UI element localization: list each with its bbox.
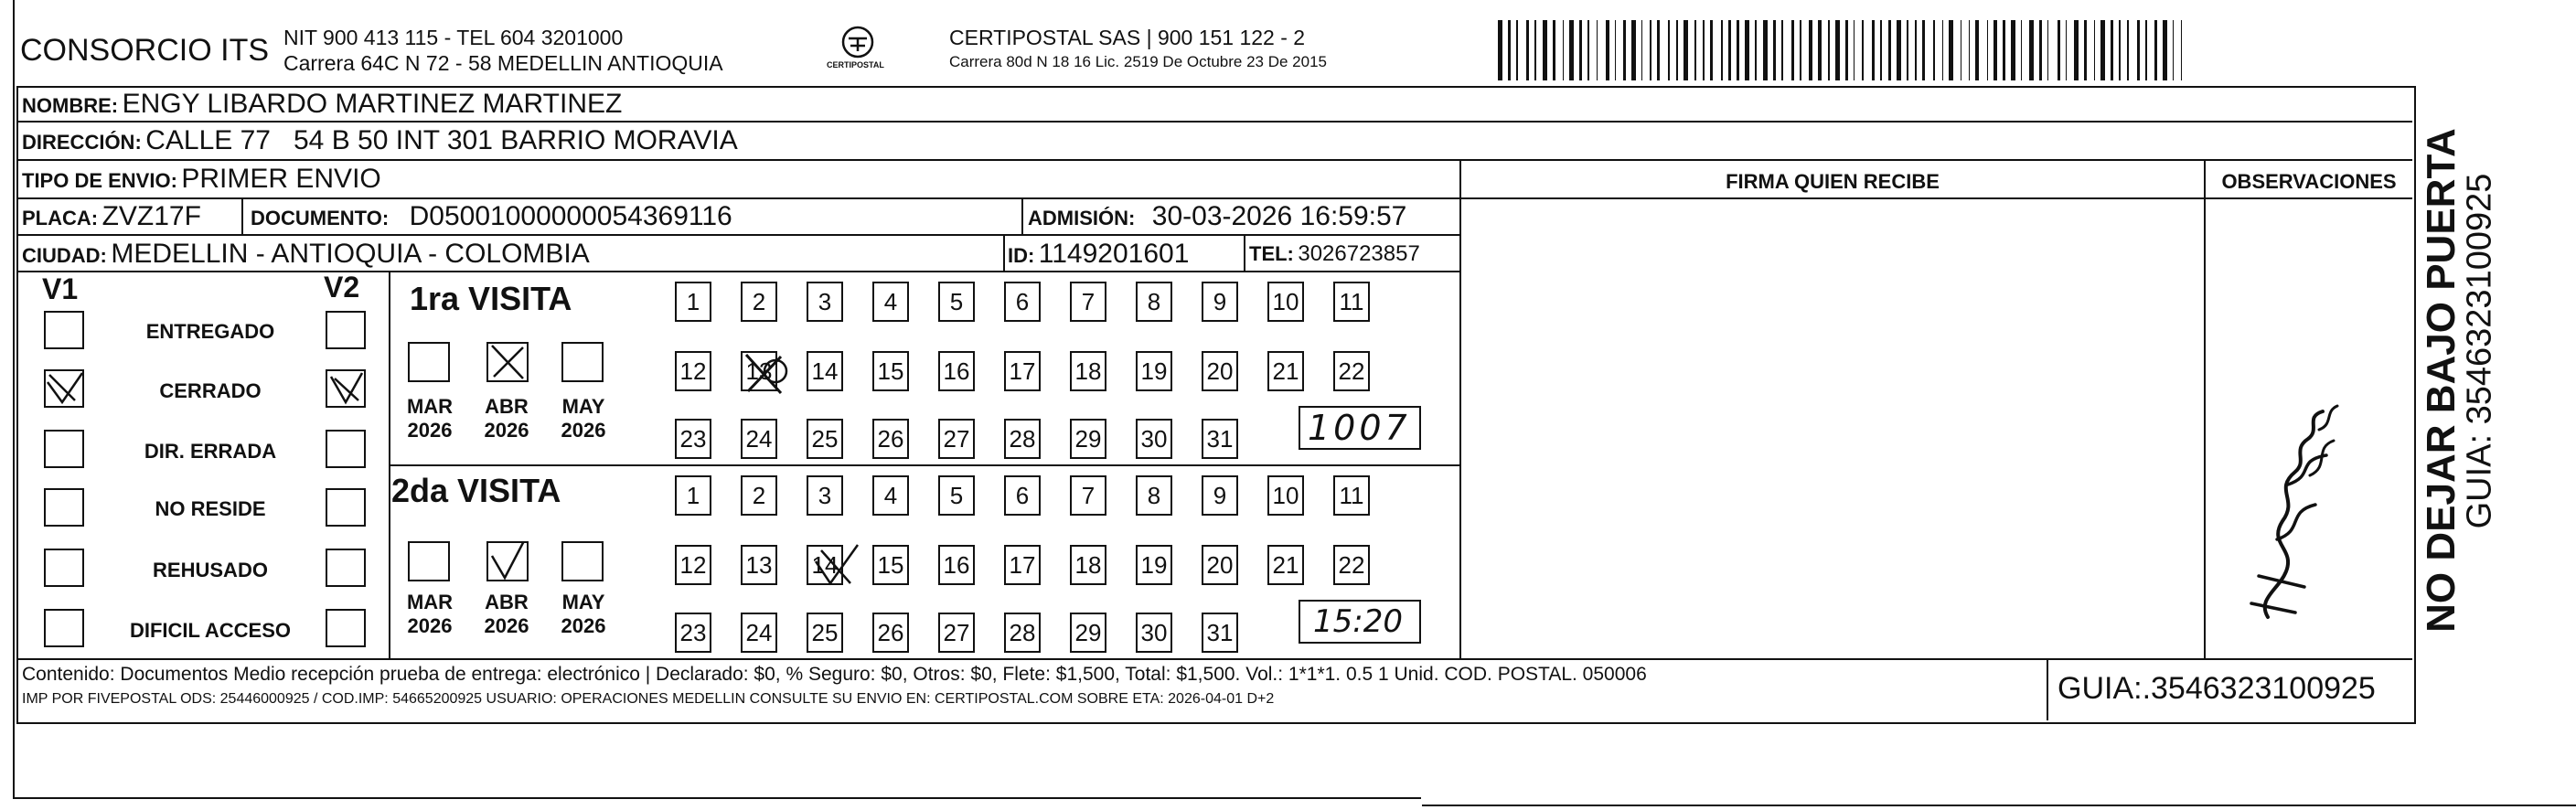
second-visit-day-21[interactable]: 21 <box>1267 545 1304 585</box>
barcode-bar <box>1587 20 1589 80</box>
check-mark-icon <box>326 369 366 408</box>
barcode-bar <box>1534 20 1536 80</box>
courier-address: Carrera 80d N 18 16 Lic. 2519 De Octubre 23 De 2015 <box>949 53 1327 70</box>
barcode-bar <box>2094 20 2096 80</box>
address-value: CALLE 77 54 B 50 INT 301 BARRIO MORAVIA <box>145 125 738 155</box>
barcode-bar <box>2058 20 2060 80</box>
first-visit-month-mar[interactable] <box>408 342 450 382</box>
col-line <box>241 197 243 236</box>
document-cell <box>251 199 732 234</box>
col-line <box>389 271 390 660</box>
admission-cell <box>1028 199 1406 234</box>
first-visit-day-31[interactable]: 31 <box>1202 419 1238 459</box>
second-visit-day-4[interactable]: 4 <box>872 475 909 516</box>
first-visit-time-box[interactable] <box>1299 406 1421 450</box>
barcode-bar <box>1755 20 1757 80</box>
check-mark-icon <box>44 369 84 408</box>
barcode-bar <box>1828 20 1830 80</box>
barcode-bar <box>2039 20 2042 80</box>
barcode-bar <box>2003 20 2005 80</box>
tel-label: TEL: <box>1249 242 1294 265</box>
barcode-bar <box>1579 20 1582 80</box>
left-page-edge <box>13 0 15 797</box>
name-label: NOMBRE: <box>22 94 119 117</box>
recipient-signature <box>2231 384 2368 631</box>
visit-separator <box>389 464 1461 466</box>
barcode-bar <box>1543 20 1547 80</box>
barcode-bar <box>1809 20 1813 80</box>
name-value: ENGY LIBARDO MARTINEZ MARTINEZ <box>122 89 623 119</box>
v2-checkbox-dir-errada[interactable] <box>326 430 366 468</box>
second-visit-day-26[interactable]: 26 <box>872 613 909 653</box>
second-visit-may-label: MAY 2026 <box>561 591 606 637</box>
barcode-bar <box>2066 20 2068 80</box>
first-visit-day-13[interactable]: 13 <box>741 351 777 391</box>
first-visit-day-26[interactable]: 26 <box>872 419 909 459</box>
second-visit-day-28[interactable]: 28 <box>1004 613 1041 653</box>
second-visit-day-23[interactable]: 23 <box>675 613 711 653</box>
barcode-bar <box>2119 20 2121 80</box>
barcode-bar <box>1949 20 1953 80</box>
bottom-page-edge-right <box>1422 805 2576 806</box>
barcode-bar <box>2163 20 2167 80</box>
col-line <box>1021 197 1023 236</box>
barcode-bar <box>1597 20 1598 80</box>
second-visit-day-22[interactable]: 22 <box>1333 545 1370 585</box>
barcode-bar <box>1922 20 1925 80</box>
bottom-page-edge <box>13 797 1421 799</box>
barcode-bar <box>1897 20 1901 80</box>
barcode-bar <box>1553 20 1555 80</box>
barcode-bar <box>1933 20 1935 80</box>
second-visit-abr-label: ABR 2026 <box>484 591 529 637</box>
barcode-bar <box>2173 20 2175 80</box>
barcode-bar <box>1631 20 1636 80</box>
footer-content: Contenido: Documentos Medio recepción prueba de entrega: electrónico | Declarado: $0, % Seguro: $0, Otros: $0, Flete: $1,500, Total: $1,500. Vol.: 1*1*1. 0.5 1 Unid. COD. POSTAL. 050006 <box>22 664 1647 685</box>
barcode-bar <box>1615 20 1617 80</box>
barcode-bar <box>1763 20 1768 80</box>
courier-name: CERTIPOSTAL SAS | 900 151 122 - 2 <box>949 26 1306 49</box>
certipostal-logo <box>827 22 885 77</box>
first-visit-day-30[interactable]: 30 <box>1136 419 1172 459</box>
first-visit-day-1[interactable]: 1 <box>675 282 711 322</box>
first-visit-day-8[interactable]: 8 <box>1136 282 1172 322</box>
first-visit-day-19[interactable]: 19 <box>1136 351 1172 391</box>
second-visit-day-11[interactable]: 11 <box>1333 475 1370 516</box>
barcode-bar <box>1791 20 1794 80</box>
second-visit-time: 15:20 <box>1313 603 1403 640</box>
v1-checkbox-cerrado[interactable] <box>44 369 84 408</box>
second-visit-mar-label: MAR 2026 <box>406 591 454 637</box>
tel-cell <box>1249 236 1420 271</box>
second-visit-day-17[interactable]: 17 <box>1004 545 1041 585</box>
barcode <box>1498 20 2184 80</box>
barcode-bar <box>1862 20 1864 80</box>
second-visit-month-may[interactable] <box>561 541 604 581</box>
col-line <box>2047 658 2048 720</box>
cross-mark-icon <box>486 342 529 382</box>
first-visit-day-18[interactable]: 18 <box>1070 351 1106 391</box>
barcode-bar <box>1737 20 1739 80</box>
barcode-bar <box>1942 20 1944 80</box>
type-row <box>22 161 381 197</box>
second-visit-month-mar[interactable] <box>408 541 450 581</box>
second-visit-day-12[interactable]: 12 <box>675 545 711 585</box>
second-visit-day-25[interactable]: 25 <box>807 613 843 653</box>
name-row <box>22 86 622 121</box>
side-guide: GUIA: 3546323100925 <box>2460 173 2499 529</box>
first-visit-month-abr[interactable] <box>486 342 529 382</box>
barcode-bar <box>1915 20 1917 80</box>
col-line <box>2204 159 2206 660</box>
first-visit-month-may[interactable] <box>561 342 604 382</box>
company-name: CONSORCIO ITS <box>20 33 270 68</box>
barcode-bar <box>1683 20 1688 80</box>
col-line <box>1244 234 1245 272</box>
second-visit-day-3[interactable]: 3 <box>807 475 843 516</box>
v1-checkbox-entregado[interactable] <box>44 311 84 349</box>
type-value: PRIMER ENVIO <box>181 164 381 194</box>
barcode-bar <box>2111 20 2113 80</box>
barcode-bar <box>1993 20 1996 80</box>
col-line <box>1003 234 1005 272</box>
barcode-bar <box>2100 20 2105 80</box>
second-visit-day-9[interactable]: 9 <box>1202 475 1238 516</box>
type-label: TIPO DE ENVIO: <box>22 169 177 192</box>
barcode-bar <box>1745 20 1749 80</box>
first-visit-day-4[interactable]: 4 <box>872 282 909 322</box>
barcode-bar <box>1657 20 1660 80</box>
plate-value: ZVZ17F <box>102 201 201 231</box>
v1-checkbox-dificil-acceso[interactable] <box>44 609 84 647</box>
second-visit-day-31[interactable]: 31 <box>1202 613 1238 653</box>
barcode-bar <box>1773 20 1776 80</box>
barcode-bar <box>1800 20 1801 80</box>
status-dir-errada: DIR. ERRADA <box>144 440 277 463</box>
barcode-bar <box>2011 20 2015 80</box>
v2-checkbox-dificil-acceso[interactable] <box>326 609 366 647</box>
first-visit-may-label: MAY 2026 <box>561 395 606 442</box>
barcode-bar <box>1526 20 1529 80</box>
barcode-bar <box>1781 20 1783 80</box>
barcode-bar <box>1818 20 1821 80</box>
logo-text: CERTIPOSTAL <box>827 60 884 69</box>
second-visit-time-box[interactable] <box>1299 600 1421 644</box>
v1-heading: V1 <box>42 272 79 305</box>
second-visit-day-16[interactable]: 16 <box>938 545 975 585</box>
barcode-bar <box>1872 20 1875 80</box>
second-visit-day-30[interactable]: 30 <box>1136 613 1172 653</box>
v2-checkbox-no-reside[interactable] <box>326 488 366 527</box>
footer-imp: IMP POR FIVEPOSTAL ODS: 25446000925 / COD.IMP: 54665200925 USUARIO: OPERACIONES MEDELLIN CONSULTE SU ENVIO EN: CERTIPOSTAL.COM SOBRE ETA: 2026-04-01 D+2 <box>22 691 1275 707</box>
id-label: ID: <box>1008 244 1035 267</box>
second-visit-day-6[interactable]: 6 <box>1004 475 1041 516</box>
plate-cell <box>22 199 201 234</box>
barcode-bar <box>1703 20 1705 80</box>
status-entregado: ENTREGADO <box>145 320 275 343</box>
company-nit: NIT 900 413 115 - TEL 604 3201000 <box>283 26 624 49</box>
second-visit-day-7[interactable]: 7 <box>1070 475 1106 516</box>
barcode-bar <box>1975 20 1978 80</box>
first-visit-day-21[interactable]: 21 <box>1267 351 1304 391</box>
first-visit-day-24[interactable]: 24 <box>741 419 777 459</box>
second-visit-day-24[interactable]: 24 <box>741 613 777 653</box>
v2-checkbox-entregado[interactable] <box>326 311 366 349</box>
second-visit-day-27[interactable]: 27 <box>938 613 975 653</box>
v1-checkbox-rehusado[interactable] <box>44 549 84 587</box>
barcode-bar <box>1888 20 1891 80</box>
barcode-bar <box>2137 20 2140 80</box>
admission-value: 30-03-2026 16:59:57 <box>1151 201 1407 231</box>
barcode-bar <box>2145 20 2147 80</box>
second-visit-day-10[interactable]: 10 <box>1267 475 1304 516</box>
barcode-bar <box>2127 20 2129 80</box>
first-visit-day-13-mark <box>741 351 792 399</box>
first-visit-day-9[interactable]: 9 <box>1202 282 1238 322</box>
first-visit-day-20[interactable]: 20 <box>1202 351 1238 391</box>
barcode-bar <box>1516 20 1518 80</box>
status-cerrado: CERRADO <box>159 379 262 402</box>
second-visit-day-5[interactable]: 5 <box>938 475 975 516</box>
second-visit-day-15[interactable]: 15 <box>872 545 909 585</box>
status-no-reside: NO RESIDE <box>155 497 266 520</box>
document-label: DOCUMENTO: <box>251 207 390 229</box>
first-visit-day-5[interactable]: 5 <box>938 282 975 322</box>
barcode-bar <box>1854 20 1855 80</box>
barcode-bar <box>1623 20 1626 80</box>
side-no-dejar: NO DEJAR BAJO PUERTA <box>2419 128 2464 633</box>
barcode-bar <box>1961 20 1962 80</box>
second-visit-day-20[interactable]: 20 <box>1202 545 1238 585</box>
second-visit-day-29[interactable]: 29 <box>1070 613 1106 653</box>
second-visit-heading: 2da VISITA <box>391 472 561 509</box>
second-visit-day-13[interactable]: 13 <box>741 545 777 585</box>
city-value: MEDELLIN - ANTIOQUIA - COLOMBIA <box>111 239 590 269</box>
first-visit-day-17[interactable]: 17 <box>1004 351 1041 391</box>
first-visit-day-10[interactable]: 10 <box>1267 282 1304 322</box>
barcode-bar <box>2021 20 2023 80</box>
v1-checkbox-no-reside[interactable] <box>44 488 84 527</box>
barcode-bar <box>1969 20 1971 80</box>
barcode-bar <box>2047 20 2049 80</box>
barcode-bar <box>1676 20 1678 80</box>
barcode-bar <box>1987 20 1989 80</box>
barcode-bar <box>1835 20 1840 80</box>
first-visit-day-28[interactable]: 28 <box>1004 419 1041 459</box>
first-visit-day-6[interactable]: 6 <box>1004 282 1041 322</box>
second-visit-day-14[interactable]: 14 <box>807 545 843 585</box>
address-row <box>22 123 738 159</box>
second-visit-day-8[interactable]: 8 <box>1136 475 1172 516</box>
tel-value: 3026723857 <box>1298 241 1420 266</box>
first-visit-day-3[interactable]: 3 <box>807 282 843 322</box>
company-address: Carrera 64C N 72 - 58 MEDELLIN ANTIOQUIA <box>283 51 723 75</box>
first-visit-day-12[interactable]: 12 <box>675 351 711 391</box>
second-visit-day-14-mark <box>812 543 863 591</box>
first-visit-time: 1007 <box>1308 408 1411 448</box>
barcode-bar <box>2154 20 2157 80</box>
barcode-bar <box>1710 20 1713 80</box>
barcode-bar <box>2181 20 2183 80</box>
barcode-bar <box>1563 20 1565 80</box>
status-dificil-acceso: DIFICIL ACCESO <box>129 619 291 642</box>
barcode-bar <box>2084 20 2087 80</box>
admission-label: ADMISIÓN: <box>1028 207 1136 229</box>
address-label: DIRECCIÓN: <box>22 131 142 154</box>
barcode-bar <box>2029 20 2034 80</box>
barcode-bar <box>1721 20 1723 80</box>
barcode-bar <box>1508 20 1511 80</box>
first-visit-day-27[interactable]: 27 <box>938 419 975 459</box>
city-label: CIUDAD: <box>22 244 107 267</box>
v2-heading: V2 <box>324 271 360 304</box>
city-cell <box>22 236 590 271</box>
second-visit-month-abr[interactable] <box>486 541 529 581</box>
barcode-bar <box>1694 20 1696 80</box>
barcode-bar <box>1650 20 1651 80</box>
v1-checkbox-dir-errada[interactable] <box>44 430 84 468</box>
document-value: D05001000000054369116 <box>409 201 732 231</box>
first-visit-day-23[interactable]: 23 <box>675 419 711 459</box>
barcode-bar <box>1569 20 1574 80</box>
first-visit-day-16[interactable]: 16 <box>938 351 975 391</box>
first-visit-day-11[interactable]: 11 <box>1333 282 1370 322</box>
signature-header: FIRMA QUIEN RECIBE <box>1726 170 1940 193</box>
first-visit-heading: 1ra VISITA <box>410 280 572 317</box>
col-line <box>1459 159 1461 660</box>
v2-checkbox-rehusado[interactable] <box>326 549 366 587</box>
first-visit-day-2[interactable]: 2 <box>741 282 777 322</box>
first-visit-day-15[interactable]: 15 <box>872 351 909 391</box>
first-visit-day-7[interactable]: 7 <box>1070 282 1106 322</box>
first-visit-day-14[interactable]: 14 <box>807 351 843 391</box>
barcode-bar <box>1606 20 1609 80</box>
v2-checkbox-cerrado[interactable] <box>326 369 366 408</box>
barcode-bar <box>1880 20 1882 80</box>
row-line <box>16 658 2412 660</box>
second-visit-day-18[interactable]: 18 <box>1070 545 1106 585</box>
barcode-bar <box>1498 20 1502 80</box>
first-visit-day-22[interactable]: 22 <box>1333 351 1370 391</box>
barcode-bar <box>1728 20 1731 80</box>
second-visit-day-2[interactable]: 2 <box>741 475 777 516</box>
observations-header: OBSERVACIONES <box>2221 170 2397 193</box>
barcode-bar <box>1907 20 1908 80</box>
plate-label: PLACA: <box>22 207 99 229</box>
id-cell <box>1008 236 1189 271</box>
first-visit-day-25[interactable]: 25 <box>807 419 843 459</box>
id-value: 1149201601 <box>1038 239 1190 269</box>
barcode-bar <box>1668 20 1670 80</box>
second-visit-day-1[interactable]: 1 <box>675 475 711 516</box>
barcode-bar <box>2074 20 2079 80</box>
check-mark-icon <box>486 541 529 581</box>
barcode-bar <box>1845 20 1848 80</box>
barcode-bar <box>1641 20 1643 80</box>
first-visit-abr-label: ABR 2026 <box>484 395 529 442</box>
first-visit-mar-label: MAR 2026 <box>406 395 454 442</box>
status-rehusado: REHUSADO <box>153 559 268 581</box>
first-visit-day-29[interactable]: 29 <box>1070 419 1106 459</box>
second-visit-day-19[interactable]: 19 <box>1136 545 1172 585</box>
footer-guide: GUIA:.3546323100925 <box>2058 671 2376 706</box>
